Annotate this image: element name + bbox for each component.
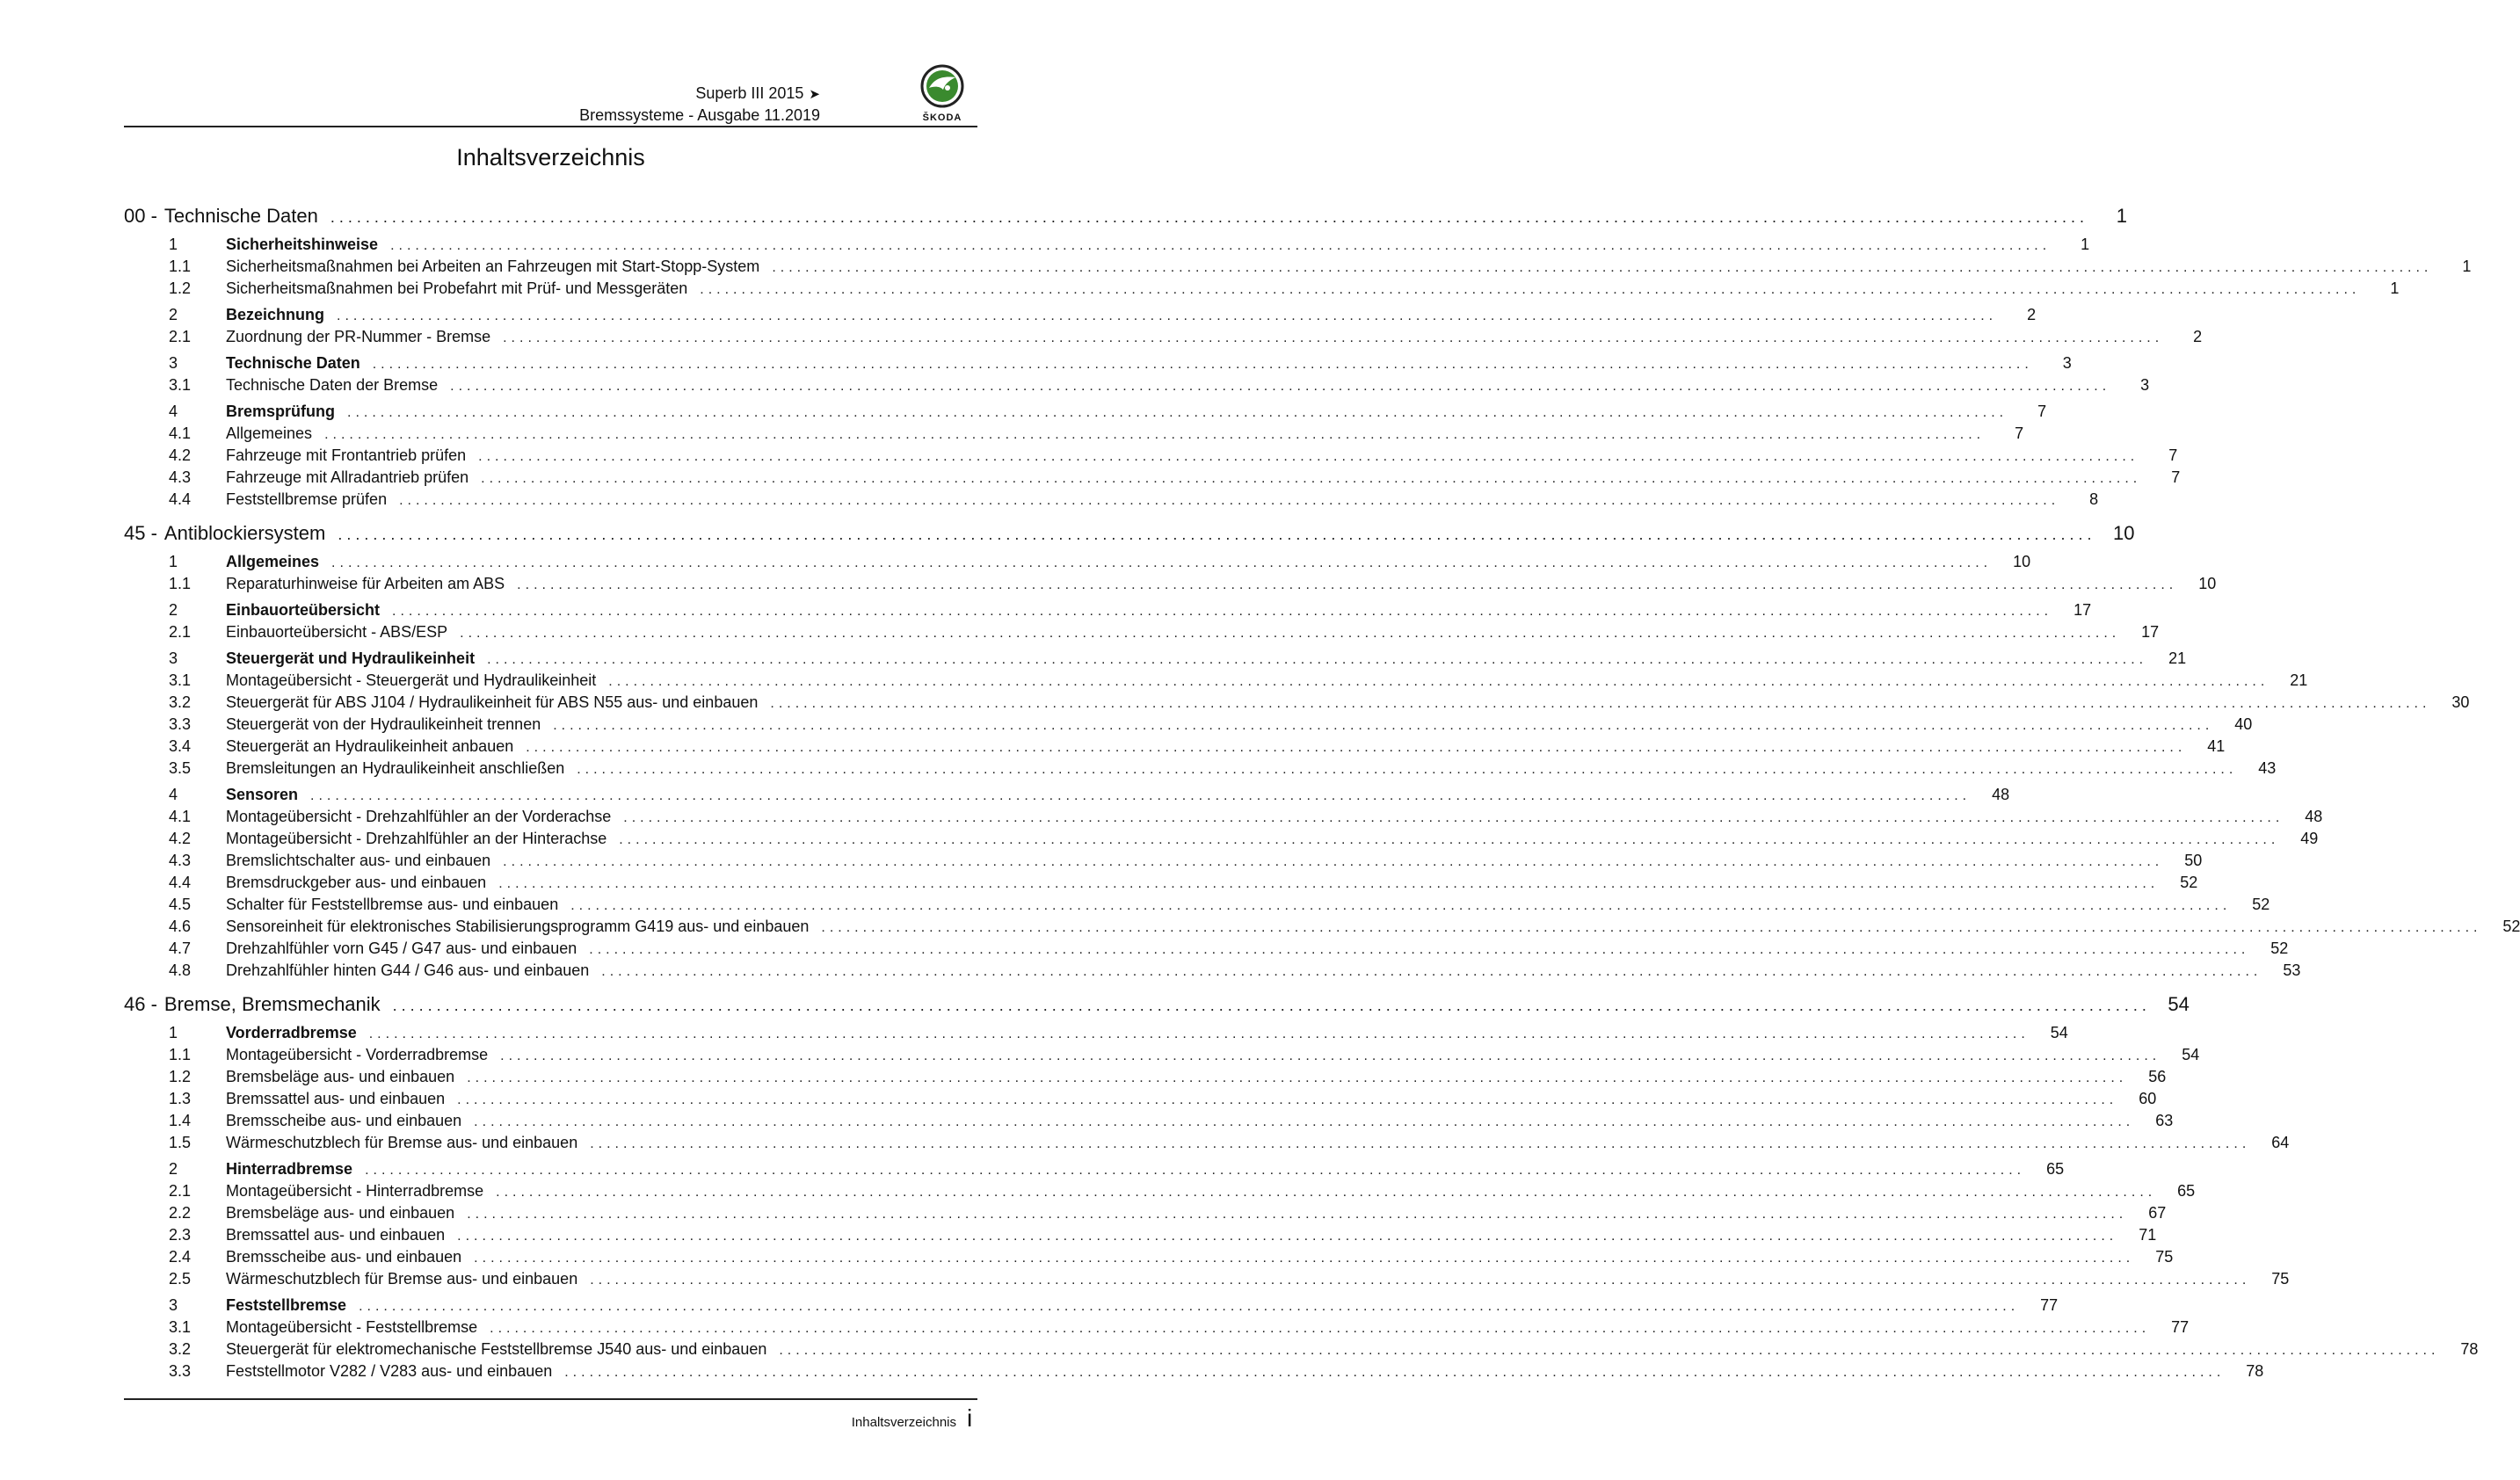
toc-entry-number: 4.8 bbox=[169, 961, 192, 979]
toc-entry-page: 2 bbox=[2193, 328, 2203, 345]
toc-entry[interactable] bbox=[124, 234, 2090, 256]
header-divider bbox=[124, 126, 977, 127]
toc-entry[interactable] bbox=[124, 850, 2203, 872]
toc-entry-number: 1.3 bbox=[169, 1090, 192, 1107]
toc-leader-dots: ........................................................................................................................................................................................................ bbox=[564, 1365, 2226, 1380]
toc-entry-title: Drehzahlfühler hinten G44 / G46 aus- und einbauen bbox=[226, 961, 590, 979]
toc-entry-number: 3.4 bbox=[169, 737, 192, 755]
toc-entry-title: Wärmeschutzblech für Bremse aus- und einbauen bbox=[226, 1270, 578, 1288]
toc-leader-dots: ........................................................................................................................................................................................................ bbox=[526, 740, 2187, 755]
toc-chapter[interactable] bbox=[124, 519, 2135, 547]
toc-entry-page: 30 bbox=[2451, 693, 2470, 711]
footer-page-number: i bbox=[967, 1404, 973, 1432]
toc-entry-title: Steuergerät an Hydraulikeinheit anbauen bbox=[226, 737, 514, 755]
toc-entry-number: 4 bbox=[169, 786, 178, 803]
toc-entry-page: 78 bbox=[2460, 1340, 2479, 1358]
toc-leader-dots: ........................................................................................................................................................................................................ bbox=[460, 626, 2121, 641]
toc-entry-number: 3.3 bbox=[169, 715, 192, 733]
toc-entry-page: 21 bbox=[2168, 649, 2187, 667]
toc-entry-page: 75 bbox=[2271, 1270, 2290, 1288]
toc-entry-number: 4.4 bbox=[169, 490, 192, 508]
toc-entry[interactable] bbox=[124, 551, 2031, 573]
toc-entry-title: Sensoren bbox=[226, 786, 299, 803]
toc-entry[interactable] bbox=[124, 1246, 2174, 1268]
toc-leader-dots: ........................................................................................................................................................................................................ bbox=[474, 1114, 2135, 1129]
toc-entry[interactable] bbox=[124, 758, 2277, 780]
toc-entry[interactable] bbox=[124, 423, 2024, 445]
header-edition: Bremssysteme - Ausgabe 11.2019 bbox=[579, 106, 820, 124]
toc-entry-page: 8 bbox=[2089, 490, 2099, 508]
toc-entry-title: Montageübersicht - Feststellbremse bbox=[226, 1318, 478, 1336]
toc-entry-number: 1.1 bbox=[169, 1046, 192, 1063]
arrow-icon: ➤ bbox=[809, 87, 820, 102]
toc-entry-title: Feststellmotor V282 / V283 aus- und einbauen bbox=[226, 1362, 553, 1380]
toc-entry-title: Sicherheitsmaßnahmen bei Probefahrt mit Prüf- und Messgeräten bbox=[226, 279, 688, 297]
toc-entry-title: Montageübersicht - Vorderradbremse bbox=[226, 1046, 489, 1063]
toc-leader-dots: ........................................................................................................................................................................................................ bbox=[368, 1027, 2030, 1041]
toc-entry-title: Wärmeschutzblech für Bremse aus- und einbauen bbox=[226, 1134, 578, 1151]
toc-entry-title: Montageübersicht - Steuergerät und Hydraulikeinheit bbox=[226, 671, 597, 689]
toc-entry[interactable] bbox=[124, 489, 2099, 511]
toc-entry-number: 2.4 bbox=[169, 1248, 192, 1266]
toc-entry-number: 3.1 bbox=[169, 671, 192, 689]
toc-leader-dots: ........................................................................................................................................................................................................ bbox=[821, 920, 2482, 935]
toc-entry-page: 7 bbox=[2037, 403, 2047, 420]
toc-entry-number: 4.2 bbox=[169, 446, 192, 464]
toc-entry-page: 40 bbox=[2234, 715, 2253, 733]
toc-leader-dots: ........................................................................................................................................................................................................ bbox=[608, 674, 2269, 689]
toc-leader-dots: ........................................................................................................................................................................................................ bbox=[487, 652, 2148, 667]
toc-entry-title: Bezeichnung bbox=[226, 306, 325, 323]
toc-entry[interactable] bbox=[124, 938, 2289, 960]
toc-entry[interactable] bbox=[124, 1180, 2196, 1202]
toc-entry-number: 4.1 bbox=[169, 424, 192, 442]
page-title: Inhaltsverzeichnis bbox=[456, 144, 645, 170]
toc-entry-page: 60 bbox=[2139, 1090, 2157, 1107]
toc-entry[interactable] bbox=[124, 326, 2203, 348]
toc-entry-title: Technische Daten der Bremse bbox=[226, 376, 439, 394]
toc-leader-dots: ........................................................................................................................................................................................................ bbox=[503, 330, 2164, 345]
toc-entry[interactable] bbox=[124, 1224, 2157, 1246]
toc-entry-number: 1.1 bbox=[169, 575, 192, 592]
toc-entry[interactable] bbox=[124, 374, 2150, 396]
toc-entry-title: Allgemeines bbox=[226, 553, 320, 570]
toc-entry-title: Einbauorteübersicht bbox=[226, 601, 381, 619]
toc-entry-number: 2 bbox=[169, 601, 178, 619]
toc-entry-page: 75 bbox=[2155, 1248, 2174, 1266]
toc-entry-number: 46 - bbox=[124, 993, 157, 1015]
toc-leader-dots: ........................................................................................................................................................................................................ bbox=[347, 405, 2008, 420]
brand-wordmark: ŠKODA bbox=[922, 112, 962, 123]
toc-entry-title: Reparaturhinweise für Arbeiten am ABS bbox=[226, 575, 505, 592]
toc-leader-dots: ........................................................................................................................................................................................................ bbox=[399, 493, 2060, 508]
toc-entry-page: 64 bbox=[2271, 1134, 2290, 1151]
toc-leader-dots: ........................................................................................................................................................................................................ bbox=[390, 238, 2052, 253]
toc-entry-title: Sicherheitsmaßnahmen bei Arbeiten an Fahrzeugen mit Start-Stopp-System bbox=[226, 258, 760, 275]
toc-entry-page: 52 bbox=[2252, 896, 2270, 913]
toc-entry[interactable] bbox=[124, 1044, 2200, 1066]
toc-leader-dots: ........................................................................................................................................................................................................ bbox=[338, 526, 2096, 543]
toc-leader-dots: ........................................................................................................................................................................................................ bbox=[553, 718, 2214, 733]
toc-leader-dots: ........................................................................................................................................................................................................ bbox=[770, 696, 2431, 711]
toc-entry-title: Drehzahlfühler vorn G45 / G47 aus- und einbauen bbox=[226, 940, 577, 957]
toc-entry-title: Bremssattel aus- und einbauen bbox=[226, 1226, 446, 1244]
toc-entry[interactable] bbox=[124, 1132, 2290, 1154]
toc-leader-dots: ........................................................................................................................................................................................................ bbox=[700, 282, 2361, 297]
toc-entry-title: Bremsleitungen an Hydraulikeinheit anschließen bbox=[226, 759, 565, 777]
toc-entry-title: Einbauorteübersicht - ABS/ESP bbox=[226, 623, 448, 641]
toc-entry-title: Bremse, Bremsmechanik bbox=[163, 993, 381, 1015]
toc-entry-title: Allgemeines bbox=[226, 424, 313, 442]
toc-entry-page: 1 bbox=[2390, 279, 2400, 297]
toc-leader-dots: ........................................................................................................................................................................................................ bbox=[779, 1343, 2440, 1358]
toc-entry-page: 7 bbox=[2168, 446, 2178, 464]
toc-entry-number: 3.1 bbox=[169, 376, 192, 394]
toc-entry-number: 3.1 bbox=[169, 1318, 192, 1336]
toc-entry-page: 71 bbox=[2139, 1226, 2157, 1244]
toc-entry-page: 10 bbox=[2198, 575, 2217, 592]
toc-entry-title: Steuergerät für ABS J104 / Hydraulikeinheit für ABS N55 aus- und einbauen bbox=[226, 693, 759, 711]
toc-entry[interactable] bbox=[124, 736, 2226, 758]
toc-entry-number: 3 bbox=[169, 649, 178, 667]
toc-entry-title: Montageübersicht - Hinterradbremse bbox=[226, 1182, 484, 1200]
toc-entry-page: 1 bbox=[2116, 205, 2128, 227]
toc-entry-page: 10 bbox=[2113, 522, 2135, 544]
toc-entry-number: 4.4 bbox=[169, 874, 192, 891]
toc-entry-title: Bremssattel aus- und einbauen bbox=[226, 1090, 446, 1107]
toc-leader-dots: ........................................................................................................................................................................................................ bbox=[392, 997, 2151, 1014]
toc-entry[interactable] bbox=[124, 872, 2198, 894]
toc-entry-number: 2.5 bbox=[169, 1270, 192, 1288]
toc-entry-page: 52 bbox=[2502, 918, 2520, 935]
toc-leader-dots: ........................................................................................................................................................................................................ bbox=[365, 1163, 2026, 1178]
toc-entry-number: 00 - bbox=[124, 205, 157, 227]
toc-chapter[interactable] bbox=[124, 202, 2128, 229]
toc-leader-dots: ........................................................................................................................................................................................................ bbox=[392, 604, 2053, 619]
toc-entry[interactable] bbox=[124, 278, 2400, 300]
toc-entry-number: 1 bbox=[169, 553, 178, 570]
toc-entry-title: Sicherheitshinweise bbox=[226, 236, 379, 253]
toc-entry[interactable] bbox=[124, 1022, 2068, 1044]
toc-entry-page: 52 bbox=[2270, 940, 2289, 957]
toc-entry-page: 65 bbox=[2177, 1182, 2196, 1200]
toc-leader-dots: ........................................................................................................................................................................................................ bbox=[324, 427, 1986, 442]
toc-entry[interactable] bbox=[124, 1158, 2065, 1180]
toc-entry-page: 50 bbox=[2184, 852, 2203, 869]
toc-entry-page: 7 bbox=[2015, 424, 2024, 442]
toc-entry-page: 67 bbox=[2148, 1204, 2167, 1222]
toc-entry-page: 63 bbox=[2155, 1112, 2174, 1129]
toc-leader-dots: ........................................................................................................................................................................................................ bbox=[619, 832, 2280, 847]
toc-leader-dots: ........................................................................................................................................................................................................ bbox=[310, 788, 1972, 803]
toc-entry-title: Bremsscheibe aus- und einbauen bbox=[226, 1112, 462, 1129]
header-model bbox=[695, 84, 820, 103]
toc-leader-dots: ........................................................................................................................................................................................................ bbox=[496, 1185, 2157, 1200]
footer-label: Inhaltsverzeichnis bbox=[851, 1415, 956, 1430]
toc-entry-page: 17 bbox=[2141, 623, 2160, 641]
header-model-text: Superb III 2015 bbox=[695, 84, 804, 102]
table-of-contents bbox=[124, 202, 2520, 1382]
toc-entry[interactable] bbox=[124, 1088, 2157, 1110]
toc-entry[interactable] bbox=[124, 1360, 2264, 1382]
toc-entry-title: Steuergerät von der Hydraulikeinheit trennen bbox=[226, 715, 541, 733]
toc-entry-page: 77 bbox=[2040, 1296, 2059, 1314]
toc-entry-title: Feststellbremse bbox=[226, 1296, 347, 1314]
toc-entry-number: 2.1 bbox=[169, 1182, 192, 1200]
toc-entry-page: 54 bbox=[2182, 1046, 2200, 1063]
toc-entry-page: 78 bbox=[2246, 1362, 2264, 1380]
toc-entry-title: Technische Daten bbox=[163, 205, 318, 227]
toc-entry-number: 1.2 bbox=[169, 279, 192, 297]
toc-entry[interactable] bbox=[124, 1066, 2167, 1088]
toc-entry[interactable] bbox=[124, 599, 2092, 621]
toc-entry[interactable] bbox=[124, 256, 2472, 278]
toc-entry[interactable] bbox=[124, 670, 2308, 692]
toc-entry[interactable] bbox=[124, 304, 2037, 326]
toc-leader-dots: ........................................................................................................................................................................................................ bbox=[772, 260, 2433, 275]
toc-leader-dots: ........................................................................................................................................................................................................ bbox=[359, 1299, 2020, 1314]
toc-entry-number: 4.3 bbox=[169, 468, 192, 486]
toc-entry-page: 54 bbox=[2050, 1024, 2068, 1041]
toc-entry-number: 4.1 bbox=[169, 808, 192, 825]
toc-entry-number: 4 bbox=[169, 403, 178, 420]
toc-entry[interactable] bbox=[124, 806, 2323, 828]
toc-entry-number: 1 bbox=[169, 236, 178, 253]
toc-entry-number: 2.3 bbox=[169, 1226, 192, 1244]
toc-leader-dots: ........................................................................................................................................................................................................ bbox=[450, 379, 2111, 394]
toc-entry-page: 52 bbox=[2180, 874, 2198, 891]
toc-entry-title: Fahrzeuge mit Allradantrieb prüfen bbox=[226, 468, 469, 486]
toc-entry[interactable] bbox=[124, 467, 2181, 489]
toc-entry-number: 3.2 bbox=[169, 693, 192, 711]
toc-entry-page: 7 bbox=[2171, 468, 2181, 486]
toc-entry-title: Montageübersicht - Drehzahlfühler an der Vorderachse bbox=[226, 808, 612, 825]
toc-entry-page: 43 bbox=[2258, 759, 2277, 777]
toc-entry-number: 2.2 bbox=[169, 1204, 192, 1222]
toc-entry-title: Antiblockiersystem bbox=[163, 522, 326, 544]
toc-entry[interactable] bbox=[124, 445, 2178, 467]
toc-entry-number: 3 bbox=[169, 1296, 178, 1314]
toc-entry-title: Bremsbeläge aus- und einbauen bbox=[226, 1204, 455, 1222]
toc-entry-page: 54 bbox=[2168, 993, 2190, 1015]
toc-entry-page: 21 bbox=[2290, 671, 2308, 689]
toc-leader-dots: ........................................................................................................................................................................................................ bbox=[478, 449, 2139, 464]
toc-entry-title: Technische Daten bbox=[226, 354, 360, 372]
toc-entry-title: Bremslichtschalter aus- und einbauen bbox=[226, 852, 491, 869]
toc-entry-number: 3.3 bbox=[169, 1362, 192, 1380]
toc-entry[interactable] bbox=[124, 401, 2047, 423]
toc-leader-dots: ........................................................................................................................................................................................................ bbox=[503, 854, 2164, 869]
toc-entry-number: 1.1 bbox=[169, 258, 192, 275]
toc-entry-title: Vorderradbremse bbox=[226, 1024, 357, 1041]
toc-leader-dots: ........................................................................................................................................................................................................ bbox=[330, 208, 2089, 226]
toc-entry[interactable] bbox=[124, 894, 2270, 916]
toc-entry[interactable] bbox=[124, 1317, 2190, 1339]
toc-entry-number: 3.2 bbox=[169, 1340, 192, 1358]
toc-entry-title: Sensoreinheit für elektronisches Stabilisierungsprogramm G419 aus- und einbauen bbox=[226, 918, 810, 935]
toc-entry[interactable] bbox=[124, 1295, 2059, 1317]
toc-entry[interactable] bbox=[124, 1268, 2290, 1290]
toc-leader-dots: ........................................................................................................................................................................................................ bbox=[590, 1273, 2251, 1288]
toc-leader-dots: ........................................................................................................................................................................................................ bbox=[481, 471, 2142, 486]
toc-entry-number: 2 bbox=[169, 1160, 178, 1178]
toc-entry-number: 4.7 bbox=[169, 940, 192, 957]
toc-leader-dots: ........................................................................................................................................................................................................ bbox=[490, 1321, 2151, 1336]
toc-entry-page: 65 bbox=[2046, 1160, 2065, 1178]
toc-entry-title: Bremsprüfung bbox=[226, 403, 336, 420]
toc-entry-title: Zuordnung der PR-Nummer - Bremse bbox=[226, 328, 491, 345]
toc-leader-dots: ........................................................................................................................................................................................................ bbox=[623, 810, 2284, 825]
toc-entry-page: 2 bbox=[2027, 306, 2037, 323]
toc-entry-number: 1.5 bbox=[169, 1134, 192, 1151]
toc-entry[interactable] bbox=[124, 692, 2470, 714]
toc-entry-title: Bremsscheibe aus- und einbauen bbox=[226, 1248, 462, 1266]
toc-entry[interactable] bbox=[124, 352, 2072, 374]
toc-entry-page: 1 bbox=[2081, 236, 2090, 253]
toc-leader-dots: ........................................................................................................................................................................................................ bbox=[517, 577, 2178, 592]
toc-entry-number: 2.1 bbox=[169, 623, 192, 641]
footer-divider bbox=[124, 1398, 977, 1400]
toc-entry[interactable] bbox=[124, 621, 2160, 643]
toc-entry-number: 1 bbox=[169, 1024, 178, 1041]
toc-entry-page: 56 bbox=[2148, 1068, 2167, 1085]
toc-leader-dots: ........................................................................................................................................................................................................ bbox=[577, 762, 2238, 777]
toc-entry[interactable] bbox=[124, 916, 2520, 938]
toc-entry-page: 77 bbox=[2171, 1318, 2190, 1336]
toc-entry-number: 4.3 bbox=[169, 852, 192, 869]
toc-leader-dots: ........................................................................................................................................................................................................ bbox=[457, 1229, 2118, 1244]
toc-entry-page: 3 bbox=[2140, 376, 2150, 394]
toc-entry-number: 2.1 bbox=[169, 328, 192, 345]
toc-entry-number: 4.6 bbox=[169, 918, 192, 935]
toc-entry-number: 3.5 bbox=[169, 759, 192, 777]
toc-entry-title: Fahrzeuge mit Frontantrieb prüfen bbox=[226, 446, 467, 464]
toc-entry-number: 4.2 bbox=[169, 830, 192, 847]
toc-leader-dots: ........................................................................................................................................................................................................ bbox=[467, 1207, 2128, 1222]
toc-entry[interactable] bbox=[124, 784, 2010, 806]
toc-entry-number: 1.4 bbox=[169, 1112, 192, 1129]
toc-leader-dots: ........................................................................................................................................................................................................ bbox=[331, 555, 1993, 570]
toc-leader-dots: ........................................................................................................................................................................................................ bbox=[372, 357, 2033, 372]
toc-leader-dots: ........................................................................................................................................................................................................ bbox=[500, 1048, 2161, 1063]
toc-entry-page: 17 bbox=[2073, 601, 2092, 619]
toc-entry-title: Feststellbremse prüfen bbox=[226, 490, 388, 508]
toc-entry-number: 4.5 bbox=[169, 896, 192, 913]
toc-leader-dots: ........................................................................................................................................................................................................ bbox=[498, 876, 2160, 891]
toc-entry-number: 1.2 bbox=[169, 1068, 192, 1085]
toc-entry-page: 53 bbox=[2283, 961, 2301, 979]
toc-entry-page: 41 bbox=[2207, 737, 2226, 755]
toc-entry[interactable] bbox=[124, 1110, 2174, 1132]
toc-entry[interactable] bbox=[124, 828, 2319, 850]
toc-leader-dots: ........................................................................................................................................................................................................ bbox=[590, 1136, 2251, 1151]
toc-entry-title: Montageübersicht - Drehzahlfühler an der Hinterachse bbox=[226, 830, 607, 847]
toc-entry-page: 10 bbox=[2013, 553, 2031, 570]
toc-entry-page: 1 bbox=[2462, 258, 2472, 275]
toc-entry-page: 49 bbox=[2300, 830, 2319, 847]
toc-entry-page: 48 bbox=[1992, 786, 2010, 803]
toc-entry-number: 45 - bbox=[124, 522, 157, 544]
toc-leader-dots: ........................................................................................................................................................................................................ bbox=[601, 964, 2262, 979]
toc-leader-dots: ........................................................................................................................................................................................................ bbox=[467, 1070, 2128, 1085]
toc-entry[interactable] bbox=[124, 1339, 2479, 1360]
toc-entry-title: Hinterradbremse bbox=[226, 1160, 353, 1178]
toc-chapter[interactable] bbox=[124, 990, 2190, 1018]
toc-entry[interactable] bbox=[124, 960, 2301, 982]
toc-leader-dots: ........................................................................................................................................................................................................ bbox=[457, 1092, 2118, 1107]
toc-entry-page: 48 bbox=[2305, 808, 2323, 825]
toc-entry-number: 3 bbox=[169, 354, 178, 372]
toc-entry[interactable] bbox=[124, 648, 2187, 670]
toc-entry-page: 3 bbox=[2062, 354, 2072, 372]
toc-entry-number: 2 bbox=[169, 306, 178, 323]
toc-entry-title: Bremsdruckgeber aus- und einbauen bbox=[226, 874, 487, 891]
toc-entry-title: Schalter für Feststellbremse aus- und einbauen bbox=[226, 896, 559, 913]
toc-leader-dots: ........................................................................................................................................................................................................ bbox=[570, 898, 2232, 913]
toc-leader-dots: ........................................................................................................................................................................................................ bbox=[337, 308, 1998, 323]
toc-entry[interactable] bbox=[124, 714, 2253, 736]
toc-entry-title: Bremsbeläge aus- und einbauen bbox=[226, 1068, 455, 1085]
toc-entry-title: Steuergerät für elektromechanische Feststellbremse J540 aus- und einbauen bbox=[226, 1340, 767, 1358]
toc-entry[interactable] bbox=[124, 573, 2217, 595]
toc-entry-title: Steuergerät und Hydraulikeinheit bbox=[226, 649, 476, 667]
toc-entry[interactable] bbox=[124, 1202, 2167, 1224]
toc-leader-dots: ........................................................................................................................................................................................................ bbox=[474, 1251, 2135, 1266]
toc-leader-dots: ........................................................................................................................................................................................................ bbox=[589, 942, 2250, 957]
